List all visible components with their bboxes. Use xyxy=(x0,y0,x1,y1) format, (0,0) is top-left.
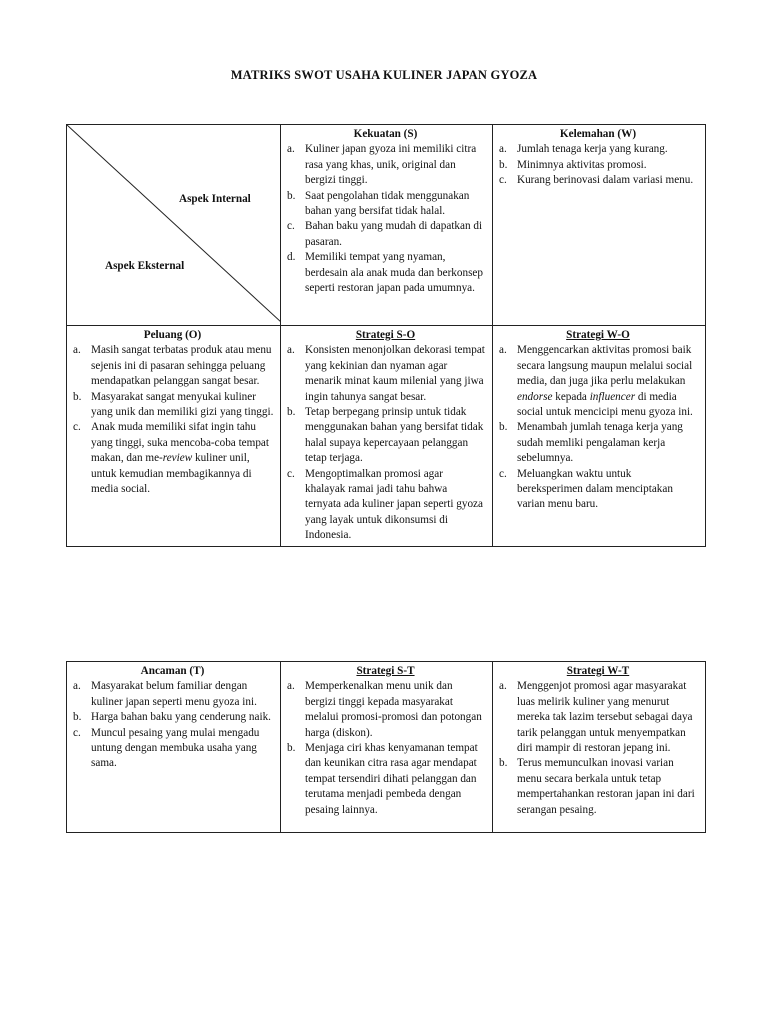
list-item-marker: c. xyxy=(287,220,295,233)
list-item xyxy=(285,250,486,296)
strategy-st-list xyxy=(285,679,486,818)
list-item xyxy=(71,390,274,421)
list-item-text: Anak muda memiliki sifat ingin tahu yang tinggi, suka mencoba-coba tempat makan, dan me-review kuliner unil, untuk kemudian membagikannya di media social. xyxy=(91,421,270,496)
list-item xyxy=(497,173,699,188)
list-item-marker: a. xyxy=(499,680,507,693)
list-item-text: Masyarakat sangat menyukai kuliner yang unik dan memiliki gizi yang tinggi. xyxy=(91,390,274,419)
list-item xyxy=(497,420,699,466)
list-item-text: Meluangkan waktu untuk bereksperimen dalam menciptakan varian menu baru. xyxy=(517,467,673,511)
list-item-text: Menggencarkan aktivitas promosi baik secara langsung maupun melalui social media, dan juga jika perlu melakukan endorse kepada influencer di media social untuk mencicipi menu gyoza ini. xyxy=(517,344,693,419)
weaknesses-cell xyxy=(493,125,706,326)
list-item xyxy=(71,710,274,725)
list-item-marker: d. xyxy=(287,251,296,264)
list-item-marker: a. xyxy=(499,344,507,357)
swot-matrix-upper xyxy=(66,124,706,547)
list-item-text: Terus memunculkan inovasi varian menu secara berkala untuk tetap mempertahankan restoran japan ini dari serangan pesaing. xyxy=(517,757,695,816)
strengths-list xyxy=(285,142,486,296)
threats-list xyxy=(71,679,274,771)
strategy-so-heading: Strategi S-O xyxy=(355,329,416,341)
list-item-marker: b. xyxy=(287,742,296,755)
list-item-text: Memiliki tempat yang nyaman, berdesain ala anak muda dan berkonsep seperti restoran japan pada umumnya. xyxy=(305,251,483,295)
list-item-marker: b. xyxy=(499,757,508,770)
list-item-marker: c. xyxy=(73,421,81,434)
strategy-st-cell xyxy=(281,662,493,833)
list-item-marker: b. xyxy=(499,158,508,171)
list-item-marker: c. xyxy=(287,467,295,480)
list-item-text: Saat pengolahan tidak menggunakan bahan yang bersifat tidak halal. xyxy=(305,189,470,218)
opportunities-heading: Peluang (O) xyxy=(143,329,202,341)
strategy-wt-list xyxy=(497,679,699,818)
list-item xyxy=(285,189,486,220)
list-item xyxy=(71,679,274,710)
external-aspect-label: Aspek Eksternal xyxy=(105,260,185,272)
list-item-marker: c. xyxy=(499,174,507,187)
list-item-marker: c. xyxy=(499,467,507,480)
list-item xyxy=(285,343,486,405)
matrix-row-header xyxy=(67,125,706,326)
list-item-text: Menggenjot promosi agar masyarakat luas melirik kuliner yang menurut mereka tak lazim tersebut sebagai daya tarik pelanggan untuk menyempatkan diri mampir di restoran jepang ini. xyxy=(517,680,693,755)
opportunities-list xyxy=(71,343,274,497)
aspect-corner-cell xyxy=(67,125,281,326)
list-item xyxy=(71,420,274,497)
strategy-wo-heading: Strategi W-O xyxy=(566,329,630,341)
list-item-marker: a. xyxy=(499,143,507,156)
list-item xyxy=(285,467,486,544)
strategy-wt-heading: Strategi W-T xyxy=(566,665,630,677)
strengths-cell xyxy=(281,125,493,326)
list-item xyxy=(497,158,699,173)
list-item-marker: a. xyxy=(287,143,295,156)
list-item-text: Kurang berinovasi dalam variasi menu. xyxy=(517,174,694,187)
list-item-marker: b. xyxy=(73,711,82,724)
list-item-marker: a. xyxy=(287,344,295,357)
list-item-text: Mengoptimalkan promosi agar khalayak ramai jadi tahu bahwa ternyata ada kuliner japan seperti gyoza yang layak untuk dikonsumsi di Indonesia. xyxy=(305,467,483,542)
strengths-heading: Kekuatan (S) xyxy=(353,128,418,140)
list-item xyxy=(285,219,486,250)
list-item xyxy=(71,343,274,389)
threats-heading: Ancaman (T) xyxy=(140,665,205,677)
strategy-wt-cell xyxy=(493,662,706,833)
list-item-text: Masyarakat belum familiar dengan kuliner japan seperti menu gyoza ini. xyxy=(91,680,257,708)
list-item-text: Konsisten menonjolkan dekorasi tempat yang kekinian dan nyaman agar menarik minat kaum milenial yang jiwa ingin tahunya sangat besar. xyxy=(305,344,485,403)
weaknesses-list xyxy=(497,142,699,188)
list-item-text: Jumlah tenaga kerja yang kurang. xyxy=(517,143,668,156)
list-item-marker: b. xyxy=(499,421,508,434)
weaknesses-heading: Kelemahan (W) xyxy=(559,128,637,140)
list-item-text: Muncul pesaing yang mulai mengadu untung dengan membuka usaha yang sama. xyxy=(91,726,260,770)
list-item-marker: b. xyxy=(287,189,296,202)
diagonal-divider xyxy=(67,125,281,322)
strategy-wo-list xyxy=(497,343,699,512)
list-item xyxy=(285,405,486,467)
list-item-text: Tetap berpegang prinsip untuk tidak menggunakan bahan yang bersifat tidak halal supaya kepercayaan pelanggan tetap terjaga. xyxy=(305,406,484,465)
list-item-text: Memperkenalkan menu unik dan bergizi tinggi kepada masyarakat melalui promosi-promosi dan potongan harga (diskon). xyxy=(305,680,482,739)
opportunities-cell xyxy=(67,326,281,547)
list-item xyxy=(497,343,699,420)
list-item xyxy=(71,726,274,772)
list-item-marker: a. xyxy=(73,680,81,693)
list-item-marker: c. xyxy=(73,726,81,739)
list-item-text: Kuliner japan gyoza ini memiliki citra rasa yang khas, unik, original dan bergizi tinggi. xyxy=(305,143,477,187)
internal-aspect-label: Aspek Internal xyxy=(179,193,251,205)
list-item-marker: b. xyxy=(287,406,296,419)
document-title: MATRIKS SWOT USAHA KULINER JAPAN GYOZA xyxy=(230,68,538,82)
list-item-text: Menambah jumlah tenaga kerja yang sudah memliki pengalaman kerja sebelumnya. xyxy=(517,421,683,465)
list-item-text: Minimnya aktivitas promosi. xyxy=(517,158,647,171)
matrix-row-threats xyxy=(67,662,706,833)
list-item-marker: a. xyxy=(73,344,81,357)
threats-cell xyxy=(67,662,281,833)
list-item xyxy=(497,756,699,818)
swot-matrix-lower xyxy=(66,661,706,833)
list-item-marker: a. xyxy=(287,680,295,693)
list-item-text: Harga bahan baku yang cenderung naik. xyxy=(91,711,271,724)
list-item xyxy=(285,679,486,741)
list-item xyxy=(497,679,699,756)
list-item xyxy=(285,142,486,188)
list-item-text: Masih sangat terbatas produk atau menu sejenis ini di pasaran sehingga peluang mendapatkan pelanggan sangat besar. xyxy=(91,344,272,388)
strategy-st-heading: Strategi S-T xyxy=(356,665,415,677)
list-item-text: Bahan baku yang mudah di dapatkan di pasaran. xyxy=(305,220,483,248)
list-item-text: Menjaga ciri khas kenyamanan tempat dan keunikan citra rasa agar mendapat tempat tersendiri dihati pelanggan dan terutama menjadi pembeda dengan pesaing lainnya. xyxy=(305,742,478,816)
matrix-row-opportunities xyxy=(67,326,706,547)
strategy-wo-cell xyxy=(493,326,706,547)
list-item-marker: b. xyxy=(73,390,82,403)
list-item xyxy=(285,741,486,818)
list-item xyxy=(497,142,699,157)
list-item xyxy=(497,467,699,513)
strategy-so-list xyxy=(285,343,486,543)
strategy-so-cell xyxy=(281,326,493,547)
